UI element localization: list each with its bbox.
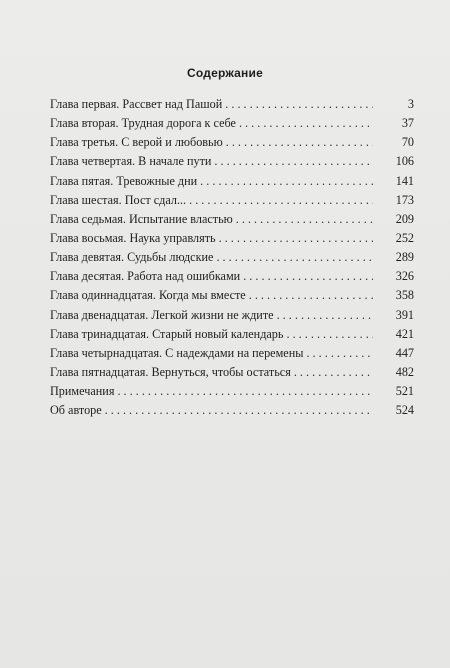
toc-entry-page: 3 <box>407 97 414 111</box>
toc-entry-title: Глава пятая. Тревожные дни <box>50 173 198 188</box>
dot-leader <box>236 212 373 227</box>
toc-entry-page: 70 <box>401 135 414 150</box>
toc-entry-title: Глава четырнадцатая. С надеждами на перемены <box>50 345 304 360</box>
toc-entry <box>50 365 414 384</box>
dot-leader <box>294 365 373 380</box>
toc-entry <box>50 403 414 422</box>
toc-entry <box>50 174 414 193</box>
toc-entry-title: Глава пятнадцатая. Вернуться, чтобы остаться <box>50 364 291 379</box>
toc-entry-title: Глава четвертая. В начале пути <box>50 154 212 169</box>
dot-leader <box>225 97 373 112</box>
toc-entry-page: 326 <box>395 269 414 284</box>
toc-entry <box>50 212 414 231</box>
toc-entry-title: Глава девятая. Судьбы людские <box>50 250 214 265</box>
toc-entry-page: 358 <box>395 288 414 303</box>
dot-leader <box>286 327 373 342</box>
toc-entry <box>50 154 414 173</box>
toc-entry-page: 173 <box>395 192 414 207</box>
toc-entry <box>50 346 414 365</box>
dot-leader <box>239 116 373 131</box>
toc-entry-title: Глава восьмая. Наука управлять <box>50 230 216 245</box>
toc-entry <box>50 308 414 327</box>
toc-entry <box>50 231 414 250</box>
toc-entry <box>50 327 414 346</box>
toc-entry-page: 447 <box>395 345 414 360</box>
dot-leader <box>200 174 373 189</box>
dot-leader <box>214 154 373 169</box>
toc-entry-title: Глава десятая. Работа над ошибками <box>50 269 241 284</box>
dot-leader <box>243 269 373 284</box>
toc-entry-title: Глава третья. С верой и любовью <box>50 135 223 150</box>
toc-entry-title: Глава вторая. Трудная дорога к себе <box>50 116 236 131</box>
toc-entry-page: 524 <box>395 403 414 418</box>
toc-entry-title: Глава первая. Рассвет над Пашой <box>50 97 223 111</box>
dot-leader <box>105 403 373 418</box>
toc-entry-title: Примечания <box>50 384 115 399</box>
toc-entry <box>50 250 414 269</box>
dot-leader <box>117 384 373 399</box>
toc-entry-title: Глава одиннадцатая. Когда мы вместе <box>50 288 246 303</box>
toc-list <box>50 97 414 422</box>
toc-entry-page: 209 <box>395 211 414 226</box>
dot-leader <box>249 288 373 303</box>
toc-entry-page: 482 <box>395 364 414 379</box>
toc-entry <box>50 193 414 212</box>
toc-entry <box>50 384 414 403</box>
toc-entry <box>50 116 414 135</box>
dot-leader <box>189 193 373 208</box>
dot-leader <box>277 308 373 323</box>
toc-entry-title: Об авторе <box>50 403 102 418</box>
toc-entry <box>50 269 414 288</box>
toc-entry <box>50 288 414 307</box>
toc-entry-page: 252 <box>395 230 414 245</box>
dot-leader <box>219 231 373 246</box>
toc-entry-page: 391 <box>395 307 414 322</box>
toc-entry-page: 421 <box>395 326 414 341</box>
toc-entry <box>50 135 414 154</box>
dot-leader <box>306 346 373 361</box>
toc-entry <box>50 97 414 116</box>
toc-entry-page: 289 <box>395 250 414 265</box>
toc-entry-title: Глава тринадцатая. Старый новый календарь <box>50 326 284 341</box>
toc-entry-title: Глава двенадцатая. Легкой жизни не ждите <box>50 307 274 322</box>
toc-title: Содержание <box>187 66 263 80</box>
toc-entry-page: 141 <box>395 173 414 188</box>
dot-leader <box>226 135 373 150</box>
toc-entry-page: 521 <box>395 384 414 399</box>
toc-entry-title: Глава седьмая. Испытание властью <box>50 211 233 226</box>
toc-entry-page: 37 <box>401 116 414 131</box>
dot-leader <box>216 250 373 265</box>
toc-entry-page: 106 <box>395 154 414 169</box>
toc-entry-title: Глава шестая. Пост сдал... <box>50 192 187 207</box>
